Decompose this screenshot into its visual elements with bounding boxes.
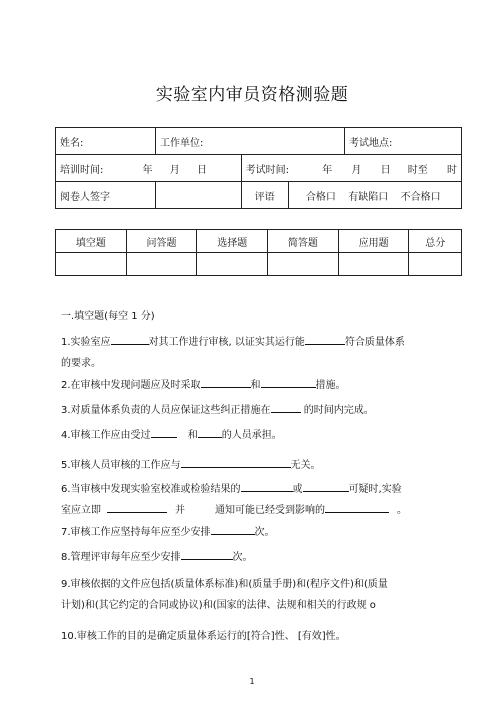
- training-day: 日: [196, 164, 207, 176]
- q2-text-c: 措施。: [315, 380, 346, 391]
- exam-hour: 时: [446, 164, 457, 176]
- unit-label: 工作单位:: [155, 128, 344, 155]
- score-table: [55, 229, 462, 276]
- q6-text-c: 可疑时,实验: [348, 484, 402, 495]
- q8-text-a: 8.管理评审每年应至少安排: [61, 552, 181, 563]
- page-number: 1: [249, 677, 255, 686]
- question-8: [61, 547, 461, 568]
- q1-text-d: 的要求。: [61, 358, 101, 369]
- q5-text-b: 无关。: [290, 460, 321, 471]
- evaluation-label: 评语: [241, 182, 288, 209]
- exam-hour-to: 时至: [407, 164, 428, 176]
- grader-label: 阅卷人签字: [56, 182, 156, 209]
- q1-text-b: 对其工作进行审核, 以证实其运行能: [148, 337, 305, 348]
- q3-blank-1[interactable]: [271, 402, 301, 413]
- question-3: [61, 400, 461, 421]
- location-label: 考试地点:: [344, 128, 461, 155]
- q6-text-g: 。: [397, 505, 407, 516]
- q7-text-a: 7.审核工作应坚持每年应至少安排: [61, 527, 211, 538]
- score-header-application: 应用题: [338, 230, 409, 253]
- q3-text-b: 的时间内完成。: [303, 405, 374, 416]
- q4-blank-1[interactable]: [151, 427, 177, 438]
- score-cell-application[interactable]: [338, 253, 409, 276]
- q2-blank-2[interactable]: [261, 377, 316, 388]
- question-5: [61, 455, 461, 476]
- q1-text-c: 符合质量体系: [344, 337, 405, 348]
- training-time-cell: [56, 155, 242, 182]
- grader-signature-field[interactable]: [155, 182, 241, 209]
- question-1: [61, 332, 461, 374]
- q2-blank-1[interactable]: [201, 377, 251, 388]
- q5-blank-1[interactable]: [181, 457, 291, 468]
- exam-day: 日: [380, 164, 391, 176]
- candidate-info-table: [55, 127, 462, 209]
- question-10: 10.审核工作的目的是确定质量体系运行的[符合]性、 [有效]性。: [61, 631, 346, 642]
- q6-blank-2[interactable]: [303, 481, 349, 492]
- q2-text-b: 和: [250, 380, 261, 391]
- score-header-fill: 填空题: [56, 230, 127, 253]
- q6-text-a: 6.当审核中发现实验室校准或检验结果的: [61, 484, 241, 495]
- score-cell-fill[interactable]: [56, 253, 127, 276]
- section-heading: 一.填空题(每空 1 分): [61, 311, 155, 322]
- q6-text-e: 并: [175, 505, 185, 516]
- unqualified-checkbox[interactable]: 不合格口: [400, 191, 441, 203]
- score-cell-total[interactable]: [409, 253, 462, 276]
- q1-text-a: 1.实验室应: [61, 337, 111, 348]
- q6-text-d: 室应立即: [61, 505, 101, 516]
- q8-text-b: 次。: [232, 552, 253, 563]
- question-6: [61, 479, 461, 521]
- defect-checkbox[interactable]: 有缺陷口: [348, 191, 389, 203]
- score-cell-short[interactable]: [268, 253, 339, 276]
- q2-text-a: 2.在审核中发现问题应及时采取: [61, 380, 201, 391]
- training-year: 年: [142, 164, 153, 176]
- page-title: 实验室内审员资格测验题: [155, 85, 349, 105]
- q3-text-a: 3.对质量体系负责的人员应保证这些纠正措施在: [61, 405, 271, 416]
- question-4: [61, 425, 461, 446]
- name-label: 姓名:: [56, 128, 156, 155]
- evaluation-options: [288, 182, 461, 209]
- q6-blank-1[interactable]: [241, 481, 293, 492]
- q6-blank-4[interactable]: [325, 502, 389, 513]
- score-header-choice: 选择题: [197, 230, 268, 253]
- q9-text-b: 计划)和(其它约定的合同或协议)和(国家的法律、法规和相关的行政规 o: [61, 600, 376, 611]
- training-month: 月: [169, 164, 180, 176]
- score-header-short: 简答题: [268, 230, 339, 253]
- question-7: [61, 522, 461, 543]
- training-time-label: 培训时间:: [60, 164, 104, 176]
- q5-text-a: 5.审核人员审核的工作应与: [61, 460, 181, 471]
- q4-text-a: 4.审核工作应由受过: [61, 430, 151, 441]
- q4-blank-2[interactable]: [198, 427, 222, 438]
- question-2: [61, 375, 461, 396]
- question-9: [61, 574, 461, 616]
- exam-month: 月: [351, 164, 362, 176]
- q4-text-b: 和: [187, 430, 198, 441]
- exam-year: 年: [322, 164, 333, 176]
- q8-blank-1[interactable]: [181, 549, 233, 560]
- exam-time-cell: [241, 155, 461, 182]
- q6-text-f: 通知可能已经受到影响的: [215, 505, 325, 516]
- q6-blank-3[interactable]: [107, 502, 167, 513]
- q4-text-c: 的人员承担。: [221, 430, 282, 441]
- q1-blank-2[interactable]: [305, 334, 345, 345]
- score-header-qa: 问答题: [126, 230, 197, 253]
- q1-blank-1[interactable]: [111, 334, 149, 345]
- qualified-checkbox[interactable]: 合格口: [305, 191, 336, 203]
- score-cell-choice[interactable]: [197, 253, 268, 276]
- q6-text-b: 或: [292, 484, 303, 495]
- score-cell-qa[interactable]: [126, 253, 197, 276]
- q7-text-b: 次。: [254, 527, 275, 538]
- exam-time-label: 考试时间:: [245, 164, 290, 176]
- q9-text-a: 9.审核依据的文件应包括(质量体系标准)和(质量手册)和(程序文件)和(质量: [61, 579, 388, 590]
- q7-blank-1[interactable]: [211, 524, 255, 535]
- score-header-total: 总分: [409, 230, 462, 253]
